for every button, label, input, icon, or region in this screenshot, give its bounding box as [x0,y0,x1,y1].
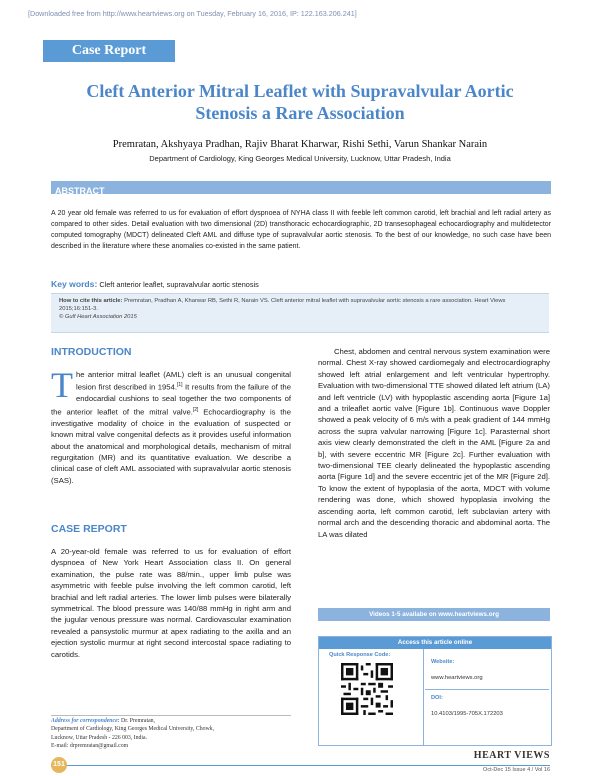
website-divider [425,689,549,690]
correspondence-address-1: Department of Cardiology, King Georges Medical University, Chowk, [51,726,215,733]
abstract-text: A 20 year old female was referred to us for evaluation of effort dyspnoea of NYHA class II with feeble left common carotid, left brachial and left radial artery as compared to other sides. Detail evaluation with two dimensional (2D) transthoracic echocardiographic, 2D transesophageal echocardiography and multidetector computed tomography (MDCT) delineated Cleft AML and diffuse type of supravalvular aortic stenosis. To the best of our knowledge, no such case have been described in the literature where these anomalies co-existed in the same patient. [51,210,551,250]
correspondence-label: Address for correspondence: [51,718,120,724]
intro-text: The anterior mitral leaflet (AML) cleft is an unusual congenital lesion first described in 1954.[1] It results from the failure of the endocardial cushions to seal together the two components of the anterior leaflet of the mitral valve.[2] Echocardiography is the investigative modality of choice in the evaluation of suspected or known mitral valve congenital defects as it provides useful information about the anatomical and morphological details, mechanism of mitral regurgitation (MR) and its quantitative evaluation. We describe a clinical case of cleft AML associated with supravalvular aortic stenosis (SAS). [51,365,291,485]
copyright: © Gulf Heart Association 2015 [59,314,137,320]
qr-separator [423,649,424,745]
ref-1: [1] [176,382,183,389]
keywords-text: Cleft anterior leaflet, supravalvular aortic stenosis [99,280,259,289]
website-label: Website: [431,659,455,665]
title-line-2: Stenosis a Rare Association [195,103,405,123]
download-notice: [Downloaded free from http://www.heartviews.org on Tuesday, February 16, 2016, IP: 122.163.206.241] [28,9,357,18]
case-text: A 20-year-old female was referred to us for evaluation of effort dyspnoea of New York Heart Association class II. On general examination, the pulse rate was 88/min., upper limb pulse was asymmetric with feeble pulse involving the left common carotid, left brachial and left radial arteries. The lower limb pulses were bilaterally symmetrical. The blood pressure was 140/88 mmHg in right arm and the jugular venous pressure was normal. Cardiovascular examination revealed a pansystolic murmur at apex radiating to the axilla and an ejection systolic murmur at right second intercostal space radiating to carotids. [51,547,291,659]
access-online-box [318,636,552,746]
page-number: 151 [51,757,67,773]
affiliation: Department of Cardiology, King Georges Medical University, Lucknow, Uttar Pradesh, India [149,154,451,163]
intro-heading: INTRODUCTION [51,346,132,358]
correspondence-divider [51,715,291,716]
qr-label: Quick Response Code: [329,652,391,658]
ref-2: [2] [192,406,199,413]
videos-note[interactable]: Videos 1-5 availabe on www.heartviews.org [318,608,550,621]
keywords [51,279,551,289]
how-to-cite-text: Premratan, Pradhan A, Kharwar RB, Sethi R, Narain VS. Cleft anterior mitral leaflet with supravalvular aortic stenosis a rare association. Heart Views 2015;16:151-3. [59,298,506,312]
correspondence [51,717,291,751]
keywords-label: Key words: [51,279,98,289]
authors: Premratan, Akshyaya Pradhan, Rajiv Bharat Kharwar, Rishi Sethi, Varun Shankar Narain [112,139,488,150]
abstract-heading: ABSTRACT [55,186,105,196]
article-title [50,80,550,124]
right-column-text: Chest, abdomen and central nervous system examination were normal. Chest X-ray showed cardiomegaly and electrocardiography showed left atrial enlargement and left ventricular hypertrophy. Evaluation with two-dimensional TTE showed dilated left atrium (LA) and left ventricle (LV) with hypoplastic ascending aorta [Figure 1a] and a trileaflet aortic valve [Figure 1b]. Continuous wave Doppler showed a peak velocity of 6 m/s with a peak gradient of 144 mmHg across the supra valvular narrowing [Figure 1c]. Parasternal short axis view clearly demonstrated the cleft in the AML [Figure 2a and b], with severe eccentric MR [Figure 2c]. Further evaluation with two-dimensional TEE clearly delineated the hypoplastic ascending aorta [Figure 1d] and the severe eccentric jet of the MR [Figure 2d]. To know the extent of hypoplasia of the aorta, MDCT with volume rendering was done, which showed hypoplasia involving the ascending aorta, left common carotid, left subclavian artery with normal arch and the descending thoracic and abdominal aorta. The LA was dilated [318,347,550,539]
title-line-1: Cleft Anterior Mitral Leaflet with Supravalvular Aortic [86,81,514,101]
correspondence-name: Dr. Premratan, [119,718,156,724]
dropcap: T [51,365,73,405]
how-to-cite [51,294,549,313]
correspondence-email[interactable]: E-mail: drpremratan@gmail.com [51,743,129,750]
issue-info: Oct-Dec 15 Issue 4 / Vol 16 [483,767,550,773]
footer-rule [51,765,550,766]
how-to-cite-label: How to cite this article: [59,298,123,304]
doi-value[interactable]: 10.4103/1995-705X.172203 [431,711,503,717]
how-to-cite-box [51,293,549,333]
website-link[interactable]: www.heartviews.org [431,675,483,681]
journal-name: HEART VIEWS [473,750,550,761]
abstract-heading-bar [51,181,551,194]
case-heading: CASE REPORT [51,523,127,535]
doi-label: DOI: [431,695,443,701]
access-heading: Access this article online [319,637,551,649]
correspondence-address-2: Lucknow, Uttar Pradesh - 226 003, India. [51,734,148,741]
section-label: Case Report [43,40,175,62]
qr-code-icon[interactable] [341,663,393,715]
